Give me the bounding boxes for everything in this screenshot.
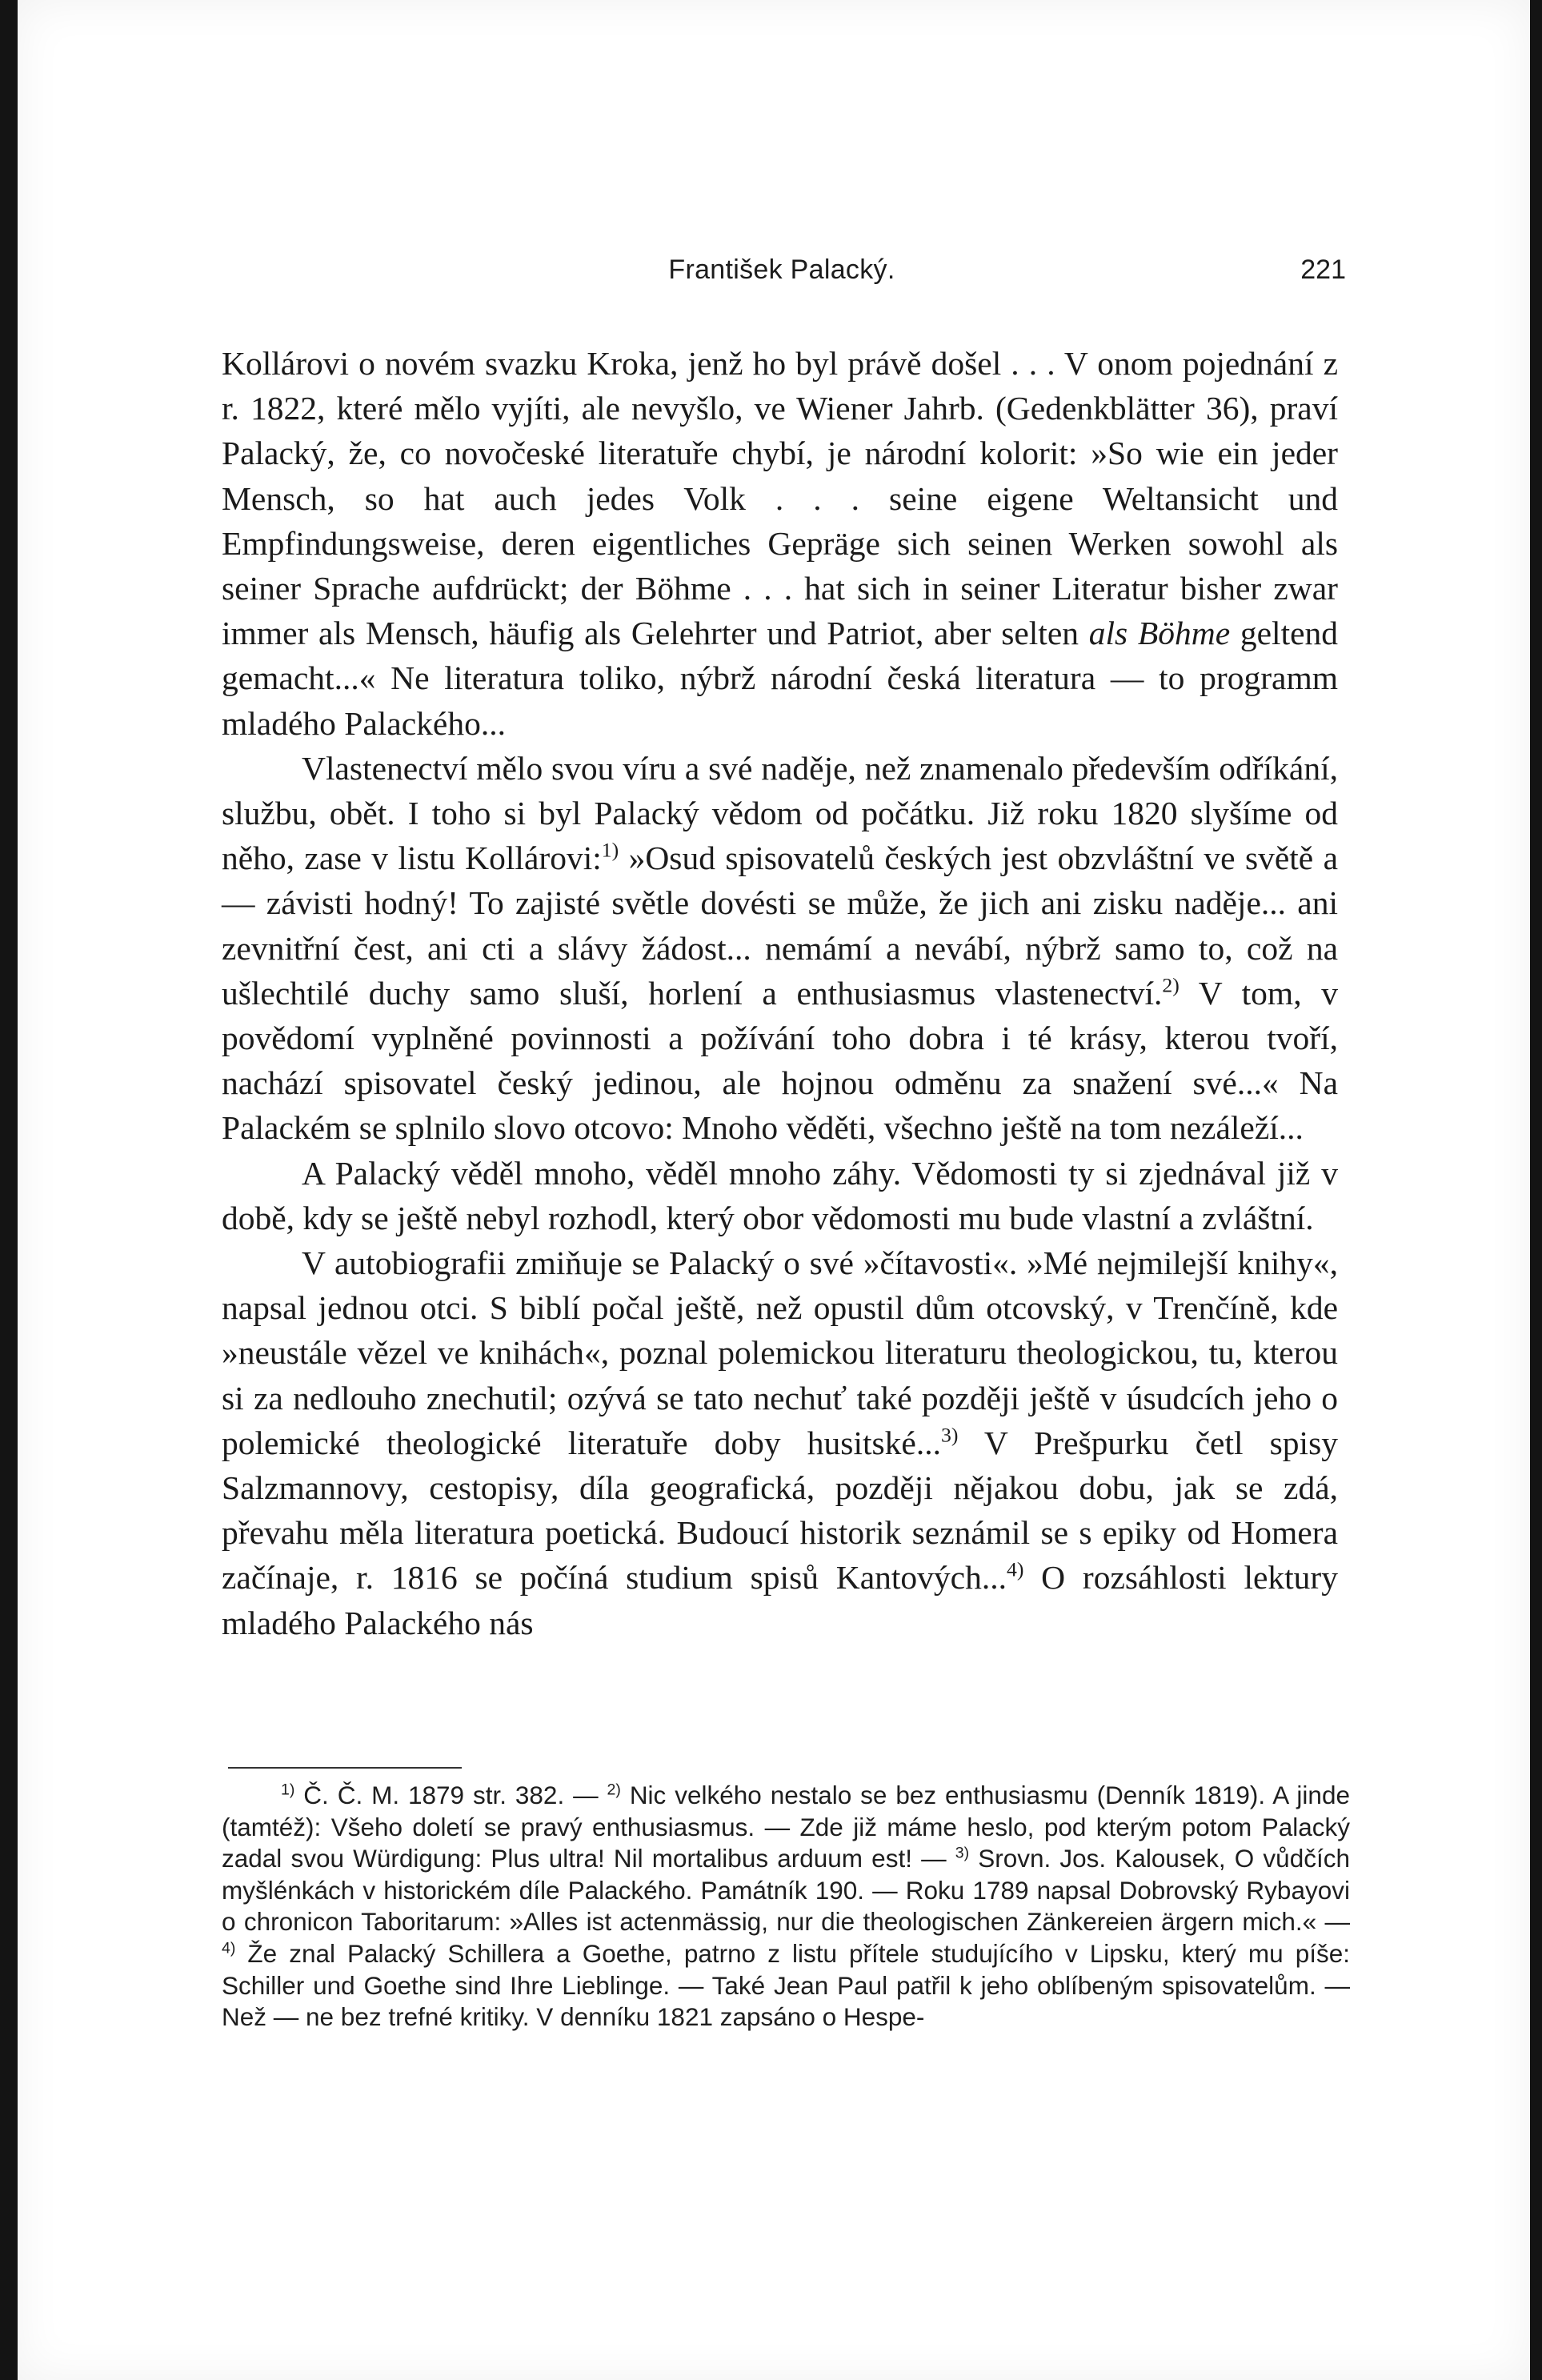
footnote-ref-1: 1) [601, 838, 619, 862]
footnote-marker-4: 4) [222, 1939, 236, 1957]
paragraph-4 [222, 1240, 1338, 1645]
running-head [218, 254, 1346, 294]
paragraph-4-text-b: V Prešpurku četl spisy Salzmannovy, cestopisy, díla geografická, později nějakou dobu, jak se zdá, převahu měla literatura poetická. Budoucí historik seznámil se s epiky od Homera začínaje, r. 1816 se počíná studium spisů Kantových... [222, 1424, 1338, 1597]
paragraph-1 [222, 341, 1338, 746]
footnote-marker-3: 3) [955, 1844, 970, 1862]
paragraph-2-text-a: Vlastenectví mělo svou víru a své naděje, než znamenalo především odříkání, službu, obět. I toho si byl Palacký vědom od počátku. Již roku 1820 slyšíme od něho, zase v listu Kollárovi: [222, 749, 1338, 877]
footnote-ref-4: 4) [1006, 1558, 1024, 1582]
paragraph-2-text-b: »Osud spisovatelů českých jest obzvláštní ve světě a — závisti hodný! To zajisté světle dovésti se může, že jich ani zisku naděje... ani zevnitřní čest, ani cti a slávy žádost... nemámí a nevábí, nýbrž samo to, což na ušlechtilé duchy samo sluší, horlení a enthusiasmus vlastenectví. [222, 839, 1339, 1012]
page-number: 221 [1300, 254, 1346, 285]
paragraph-3: A Palacký věděl mnoho, věděl mnoho záhy. Vědomosti ty si zjednával již v době, kdy se ještě nebyl rozhodl, který obor vědomosti mu bude vlastní a zvláštní. [222, 1154, 1338, 1236]
footnote-marker-2: 2) [607, 1781, 621, 1799]
footnote-4: Že znal Palacký Schillera a Goethe, patrno z listu přítele studujícího v Lipsku, který mu píše: Schiller und Goethe sind Ihre Lieblinge. — Také Jean Paul patřil k jeho oblíbeným spisovatelům. — Než — ne bez trefné kritiky. V denníku 1821 zapsáno o Hespe- [222, 1938, 1350, 2032]
body-text [222, 341, 1338, 1645]
footnote-ref-3: 3) [940, 1423, 959, 1447]
footnote-marker-1: 1) [281, 1781, 295, 1799]
paragraph-4-text-c: O rozsáhlosti lektury mladého Palackého nás [222, 1559, 1339, 1641]
paragraph-2-text-c: V tom, v povědomí vyplněné povinnosti a požívání toho dobra i té krásy, kterou tvoří, nachází spisovatel český jedinou, ale hojnou odměnu za snažení své...« Na Palackém se splnilo slovo otcovo: Mnoho věděti, všechno ještě na tom nezáleží... [222, 974, 1338, 1147]
footnote-3: Srovn. Jos. Kalousek, O vůdčích myšlénkách v historickém díle Palackého. Památník 190. — Roku 1789 napsal Dobrovský Rybayovi o chronicon Taboritarum: »Alles ist actenmässig, nur die theologischen Zänkereien ärgern mich.« — [222, 1844, 1350, 1937]
paragraph-4-text-a: V autobiografii zmiňuje se Palacký o své »čítavosti«. »Mé nejmilejší knihy«, napsal jednou otci. S biblí počal ještě, než opustil dům otcovský, v Trenčíně, kde »neustále vězel ve knihách«, poznal polemickou literaturu theologickou, tu, kterou si za nedlouho znechutil; ozývá se tato nechuť také později ještě v úsudcích jeho o polemické theologické literatuře doby husitské... [222, 1244, 1338, 1461]
footnotes-block [222, 1780, 1350, 2033]
footnote-1: Č. Č. M. 1879 str. 382. — [303, 1781, 599, 1809]
footnote-separator [228, 1767, 462, 1769]
footnote-ref-2: 2) [1162, 973, 1180, 997]
footnote-2: Nic velkého nestalo se bez enthusiasmu (Denník 1819). A jinde (tamtéž): Všeho doletí se pravý enthusiasmus. — Zde již máme heslo, pod kterým potom Palacký zadal svou Würdigung: Plus ultra! Nil mortalibus arduum est! — [222, 1781, 1350, 1873]
paragraph-1-text-b: geltend gemacht...« Ne literatura toliko, nýbrž národní česká literatura — to programm mladého Palackého... [222, 615, 1339, 742]
italic-als-bohme: als Böhme [1088, 615, 1231, 652]
paragraph-2 [222, 746, 1338, 1151]
footnotes [222, 1780, 1350, 2033]
running-title: František Palacký. [668, 254, 895, 285]
book-page [18, 0, 1530, 2380]
paragraph-1-text-a: Kollárovi o novém svazku Kroka, jenž ho byl právě došel . . . V onom pojednání z r. 1822, které mělo vyjíti, ale nevyšlo, ve Wiener Jahrb. (Gedenkblätter 36), praví Palacký, že, co novočeské literatuře chybí, je národní kolorit: »So wie ein jeder Mensch, so hat auch jedes Volk . . . seine eigene Weltansicht und Empfindungsweise, deren eigentliches Gepräge sich seinen Werken sowohl als seiner Sprache aufdrückt; der Böhme . . . hat sich in seiner Literatur bisher zwar immer als Mensch, häufig als Gelehrter und Patriot, aber selten [222, 345, 1338, 652]
